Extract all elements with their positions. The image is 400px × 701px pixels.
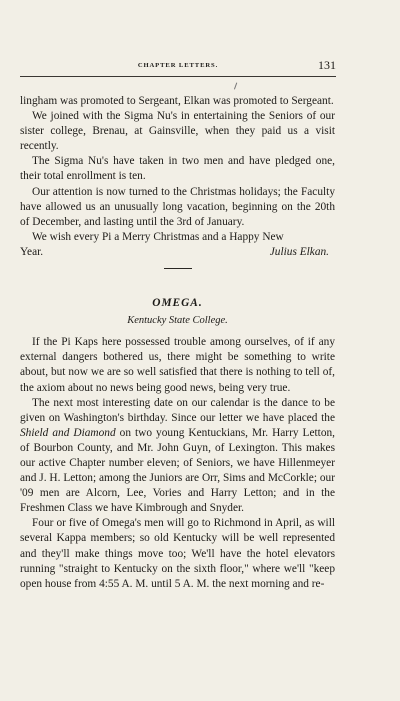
text-run: on two young Kentuckians, Mr. Harry Letton, of Bourbon County, and Mr. John Guyn, of Lexington. This makes our active Chapter number eleven; of Seniors, we have Hillenmeyer and J. H. Letton; among the Juniors are Orr, Sims and McCorkle; our '09 men are Alcorn, Lee, Vories and Harry Letton; and in the Freshmen Class we have Kimbrough and Snyder.: [20, 426, 335, 515]
signature: Julius Elkan.: [269, 245, 329, 258]
paragraph: We wish every Pi a Merry Christmas and a Happy New: [32, 230, 284, 243]
paragraph: The Sigma Nu's have taken in two men and have pledged one, their total enrollment is ten.: [20, 155, 335, 183]
paragraph: We joined with the Sigma Nu's in entertaining the Seniors of our sister college, Brenau, at Gainsville, when they paid us a visit recently.: [20, 110, 335, 153]
paragraph: Our attention is now turned to the Christmas holidays; the Faculty have allowed us an unusually long vacation, beginning on the 20th of December, and lasting until the 3rd of January.: [20, 185, 335, 228]
text-run: The next most interesting date on our calendar is the dance to be given on Washington's birthday. Since our letter we have placed the: [20, 396, 335, 424]
page-number: 131: [318, 58, 336, 72]
pencil-tick-mark: [234, 83, 240, 91]
section-divider: [164, 268, 192, 269]
paragraph: lingham was promoted to Sergeant, Elkan was promoted to Sergeant.: [20, 95, 334, 107]
running-head: CHAPTER LETTERS.: [137, 62, 219, 69]
italic-title: Shield and Diamond: [20, 426, 116, 439]
section-subtitle: Kentucky State College.: [127, 315, 228, 327]
closing-word: Year.: [20, 245, 44, 258]
paragraph: [20, 396, 335, 517]
paragraph: If the Pi Kaps here possessed trouble among ourselves, of if any external dangers bothered us, there might be something to write about, but now we are so well satisfied that there is nothing to tell of, the axiom about no news being good news, being very true.: [20, 336, 335, 394]
section-title: OMEGA.: [152, 297, 203, 310]
paragraph: Four or five of Omega's men will go to Richmond in April, as will several Kappa members; so old Kentucky will be well represented and they'll make things move too; We'll have the hotel elevators running "straight to Kentucky on the sixth floor," where we'll "keep open house from 4:55 A. M. until 5 A. M. the next morning and re-: [20, 517, 335, 590]
page-header: [20, 54, 336, 77]
page-body: [20, 94, 335, 592]
closing-line: [20, 245, 335, 260]
